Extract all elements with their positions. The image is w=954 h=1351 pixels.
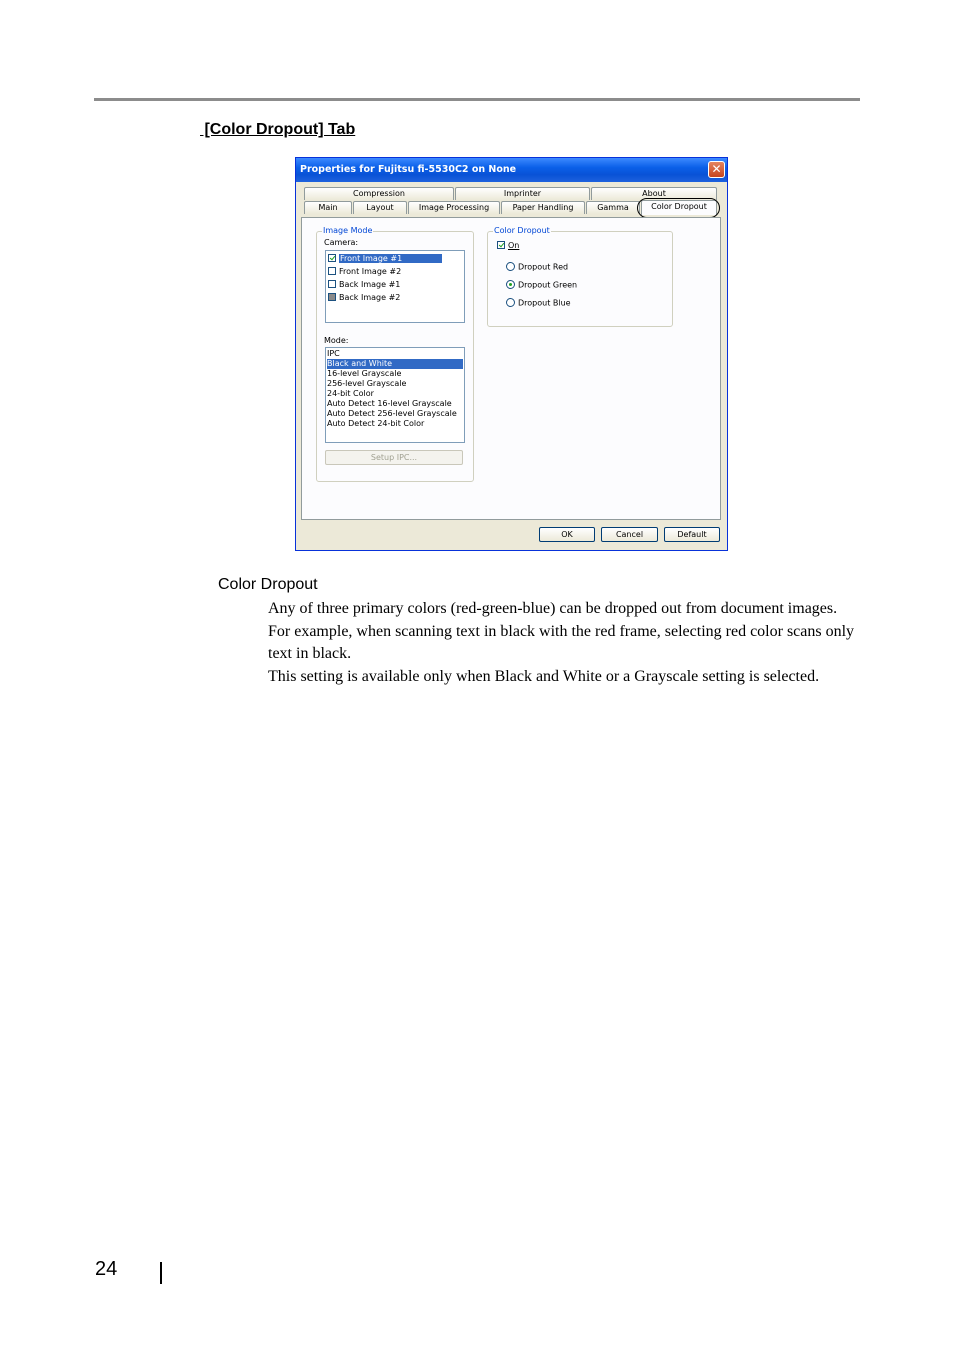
mode-item[interactable]: IPC [327,349,340,358]
cancel-button[interactable]: Cancel [601,527,658,542]
checkbox-icon[interactable] [328,254,336,262]
page-number: 24 [95,1258,118,1280]
tab-layout[interactable]: Layout [353,201,407,214]
checkbox-icon[interactable] [497,241,505,249]
description-paragraph: This setting is available only when Black and White or a Grayscale setting is selected. [268,667,820,685]
color-dropout-group [487,226,673,327]
on-checkbox-row[interactable] [496,241,519,250]
tab-paper-handling[interactable]: Paper Handling [501,201,585,214]
dropout-green-label: Dropout Green [518,280,578,290]
tab-image-processing[interactable]: Image Processing [408,201,500,214]
camera-item[interactable] [327,292,463,303]
camera-item-label: Back Image #1 [339,280,401,289]
on-label: On [508,241,520,250]
mode-item[interactable]: Black and White [327,359,463,369]
mode-item[interactable]: Auto Detect 256-level Grayscale [327,409,457,418]
default-button[interactable]: Default [664,527,720,542]
radio-icon[interactable] [506,280,515,289]
tab-about[interactable]: About [591,187,717,200]
setup-ipc-button[interactable]: Setup IPC... [325,450,463,465]
camera-listbox[interactable] [325,250,465,323]
tab-gamma[interactable]: Gamma [586,201,640,214]
close-icon[interactable]: ✕ [708,161,725,178]
camera-item[interactable] [327,266,463,277]
camera-item-label: Front Image #2 [339,267,402,276]
camera-item[interactable] [327,253,463,264]
page-number-bar [160,1262,162,1284]
dropout-red-option[interactable] [506,262,568,272]
tab-main[interactable]: Main [304,201,352,214]
camera-item-label: Back Image #2 [339,293,401,302]
checkbox-icon[interactable] [328,280,336,288]
tab-color-dropout[interactable]: Color Dropout [641,200,717,215]
camera-item[interactable] [327,279,463,290]
checkbox-icon[interactable] [328,293,336,301]
radio-icon[interactable] [506,298,515,307]
mode-listbox[interactable] [325,347,465,443]
checkbox-icon[interactable] [328,267,336,275]
radio-icon[interactable] [506,262,515,271]
tab-panel [301,217,721,520]
tab-highlight-ring [637,198,720,218]
dropout-green-option[interactable] [506,280,577,290]
tab-imprinter[interactable]: Imprinter [455,187,590,200]
description-paragraph: Any of three primary colors (red-green-blue) can be dropped out from document images. For example, when scanning text in black with the red frame, selecting red color scans only text in black. [268,600,855,662]
section-heading: [Color Dropout] Tab [200,121,356,138]
dropout-blue-label: Dropout Blue [518,298,571,308]
image-mode-label: Image Mode [323,226,373,235]
term-heading: Color Dropout [218,576,318,593]
image-mode-group [316,226,474,482]
mode-item[interactable]: 256-level Grayscale [327,379,407,388]
color-dropout-label: Color Dropout [494,226,550,235]
mode-label: Mode: [324,336,349,345]
tab-compression[interactable]: Compression [304,187,454,200]
ok-button[interactable]: OK [539,527,595,542]
header-rule [94,98,860,101]
dropout-blue-option[interactable] [506,298,571,308]
mode-item[interactable]: 16-level Grayscale [327,369,402,378]
mode-item[interactable]: 24-bit Color [327,389,374,398]
dropout-red-label: Dropout Red [518,262,569,272]
camera-item-label: Front Image #1 [339,254,442,263]
description [268,598,858,688]
dialog-client [299,182,724,547]
properties-dialog [295,157,728,551]
mode-item[interactable]: Auto Detect 16-level Grayscale [327,399,452,408]
dialog-title: Properties for Fujitsu fi-5530C2 on None [300,164,517,175]
title-bar[interactable] [296,158,727,182]
camera-label: Camera: [324,238,359,247]
mode-item[interactable]: Auto Detect 24-bit Color [327,419,425,428]
